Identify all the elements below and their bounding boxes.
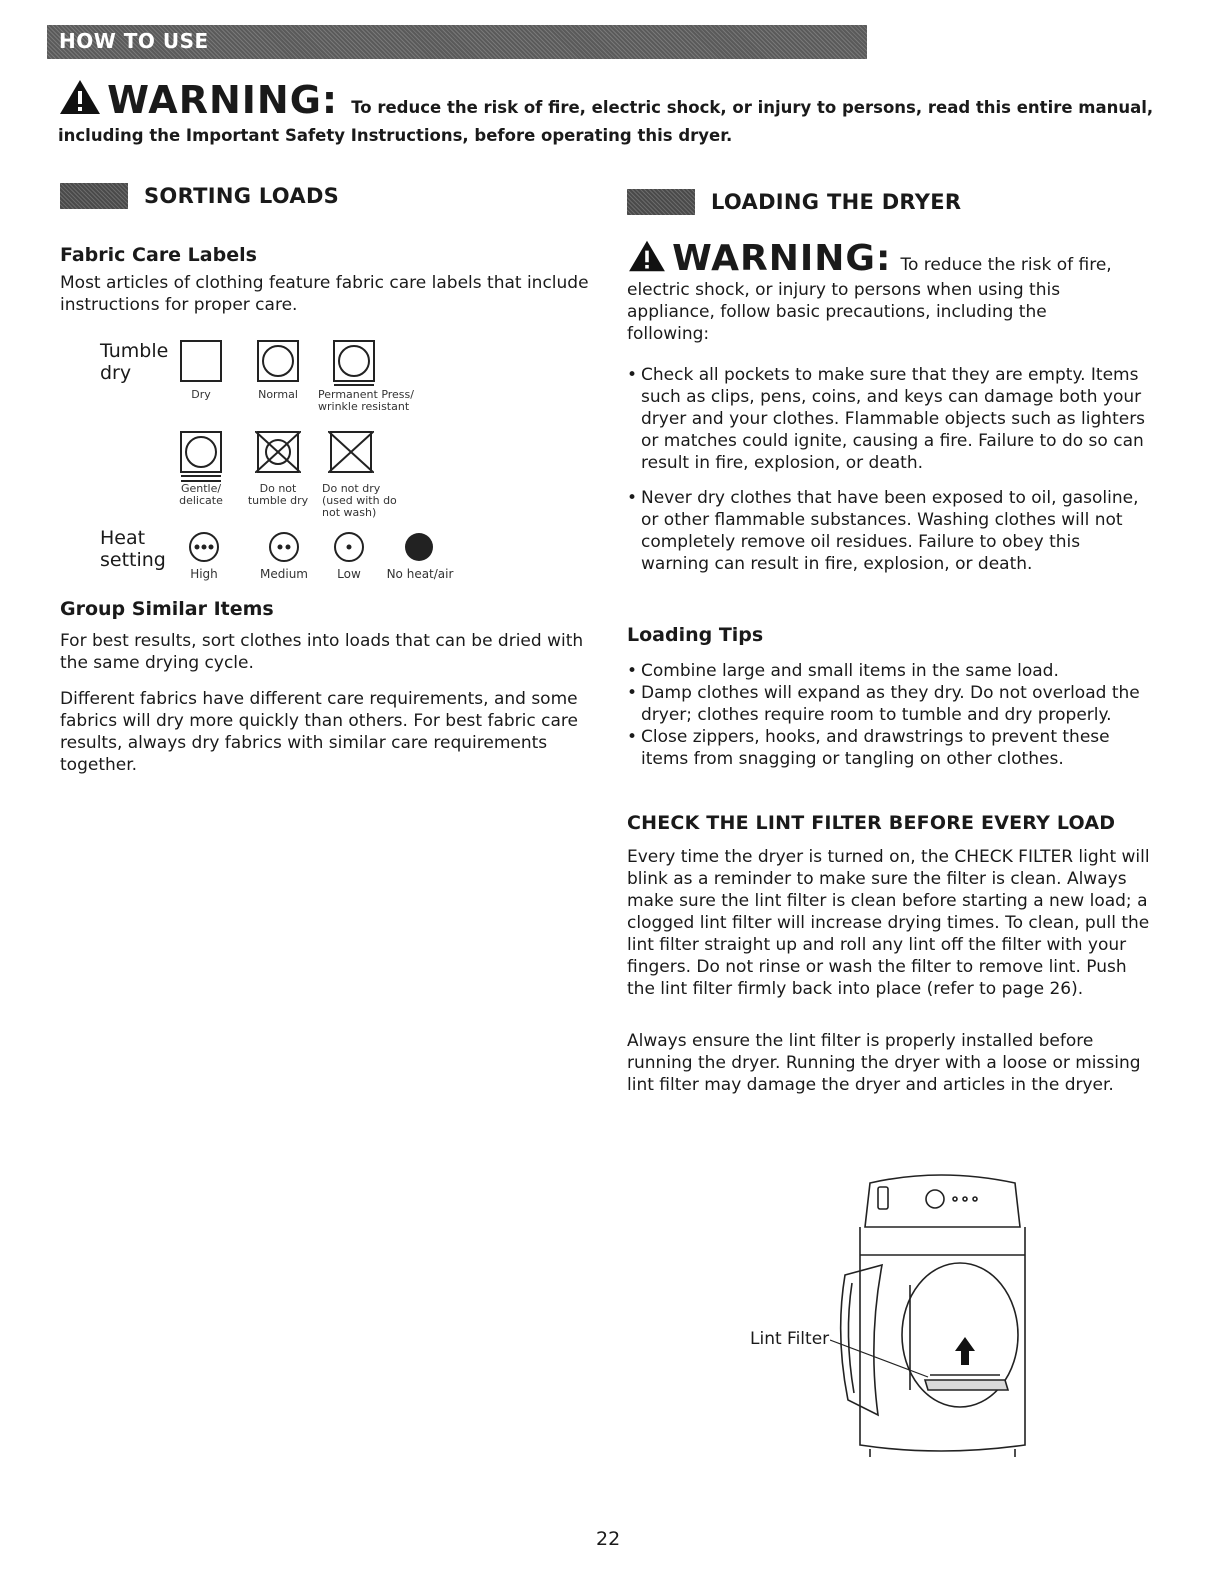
warning-triangle-icon — [58, 78, 102, 116]
group-similar-p2: Different fabrics have different care requirements, and some fabrics will dry more quickly than others. For best fabric care results, always dry fabrics with similar care requirements together. — [60, 689, 578, 775]
list-item: • Never dry clothes that have been exposed to oil, gasoline, or other flammable substances. Washing clothes will not completely remove oil residues. Failure to obey this warning can result in fire, explosion, or death. — [627, 487, 1152, 575]
heat-label-medium: Medium — [260, 567, 308, 581]
lint-filter-p2: Always ensure the lint filter is properly installed before running the dryer. Running the dryer with a loose or missing lint filter may damage the dryer and articles in the dryer. — [627, 1031, 1141, 1095]
heat-medium-icon — [268, 531, 300, 563]
symbol-label-do-not-tumble: Do not tumble dry — [247, 482, 309, 507]
lint-filter-p1: Every time the dryer is turned on, the CHECK FILTER light will blink as a reminder to make sure the filter is clean. Always make sure the lint filter is clean before starting a new load; a clogged lint filter will increase drying times. To clean, pull the lint filter straight up and roll any lint off the filter with your fingers. Do not rinse or wash the filter to remove lint. Push the lint filter firmly back into place (refer to page 26). — [627, 847, 1150, 999]
section-marker — [60, 183, 128, 209]
warning-bullets — [627, 364, 1152, 575]
warning-triangle-icon — [627, 239, 667, 273]
list-item: • Combine large and small items in the same load. — [627, 660, 1152, 682]
care-symbols-diagram — [60, 335, 600, 585]
heat-setting-label: Heat setting — [100, 527, 166, 571]
loading-tips-list — [627, 660, 1152, 770]
banner-title: HOW TO USE — [59, 29, 209, 53]
lint-filter-heading: CHECK THE LINT FILTER BEFORE EVERY LOAD — [627, 812, 1116, 834]
group-similar-heading: Group Similar Items — [60, 598, 274, 620]
lint-filter-callout: Lint Filter — [750, 1329, 830, 1349]
warning-word: WARNING: — [107, 78, 339, 122]
symbol-label-permanent-press: Permanent Press/ wrinkle resistant — [318, 388, 414, 413]
loading-warning-inline: To reduce the risk of fire, — [900, 255, 1112, 275]
warning-text-line2: including the Important Safety Instructions, before operating this dryer. — [58, 126, 733, 145]
loading-tips-heading: Loading Tips — [627, 624, 764, 646]
symbol-label-gentle: Gentle/ delicate — [179, 482, 223, 507]
do-not-dry-icon — [328, 431, 374, 473]
do-not-tumble-dry-icon — [255, 431, 301, 473]
list-item: • Check all pockets to make sure that they are empty. Items such as clips, pens, coins, and keys can damage both your dryer and your clothes. Flammable objects such as lighters or matches could ignite, causing a fire. Failure to do so can result in fire, explosion, or death. — [627, 364, 1152, 474]
heat-high-icon — [188, 531, 220, 563]
top-warning — [58, 78, 1178, 145]
tumble-dry-label: Tumble dry — [100, 340, 169, 384]
warning-text-line1: To reduce the risk of fire, electric shock, or injury to persons, read this entire manual, — [351, 98, 1154, 117]
loading-title: LOADING THE DRYER — [711, 190, 962, 214]
permanent-press-icon — [333, 340, 375, 386]
group-similar-p1: For best results, sort clothes into loads that can be dried with the same drying cycle. — [60, 631, 584, 673]
fabric-care-heading: Fabric Care Labels — [60, 244, 257, 266]
fabric-care-text: Most articles of clothing feature fabric care labels that include instructions for proper care. — [60, 273, 589, 315]
symbol-label-normal: Normal — [258, 388, 298, 401]
loading-warning — [627, 238, 1167, 345]
dryer-illustration — [830, 1165, 1060, 1465]
symbol-label-do-not-dry: Do not dry (used with do not wash) — [322, 482, 397, 519]
heat-label-low: Low — [337, 567, 361, 581]
section-banner — [47, 25, 867, 59]
gentle-delicate-icon — [180, 431, 222, 483]
list-item: • Close zippers, hooks, and drawstrings to prevent these items from snagging or tangling on other clothes. — [627, 726, 1152, 770]
loading-section-header — [627, 189, 961, 215]
tumble-dry-normal-icon — [257, 340, 299, 382]
heat-label-no-heat: No heat/air — [386, 567, 454, 581]
heat-label-high: High — [190, 567, 218, 581]
sorting-title: SORTING LOADS — [144, 184, 340, 208]
tumble-dry-icon — [180, 340, 222, 382]
symbol-label-dry: Dry — [191, 388, 211, 401]
loading-warning-word: WARNING: — [672, 238, 892, 279]
loading-warning-rest: electric shock, or injury to persons when using this appliance, follow basic precautions, including the following: — [627, 280, 1061, 344]
no-heat-icon — [403, 531, 435, 563]
sorting-section-header — [60, 183, 339, 209]
section-marker — [627, 189, 695, 215]
list-item: • Damp clothes will expand as they dry. Do not overload the dryer; clothes require room to tumble and dry properly. — [627, 682, 1152, 726]
page-number: 22 — [596, 1528, 621, 1550]
heat-low-icon — [333, 531, 365, 563]
